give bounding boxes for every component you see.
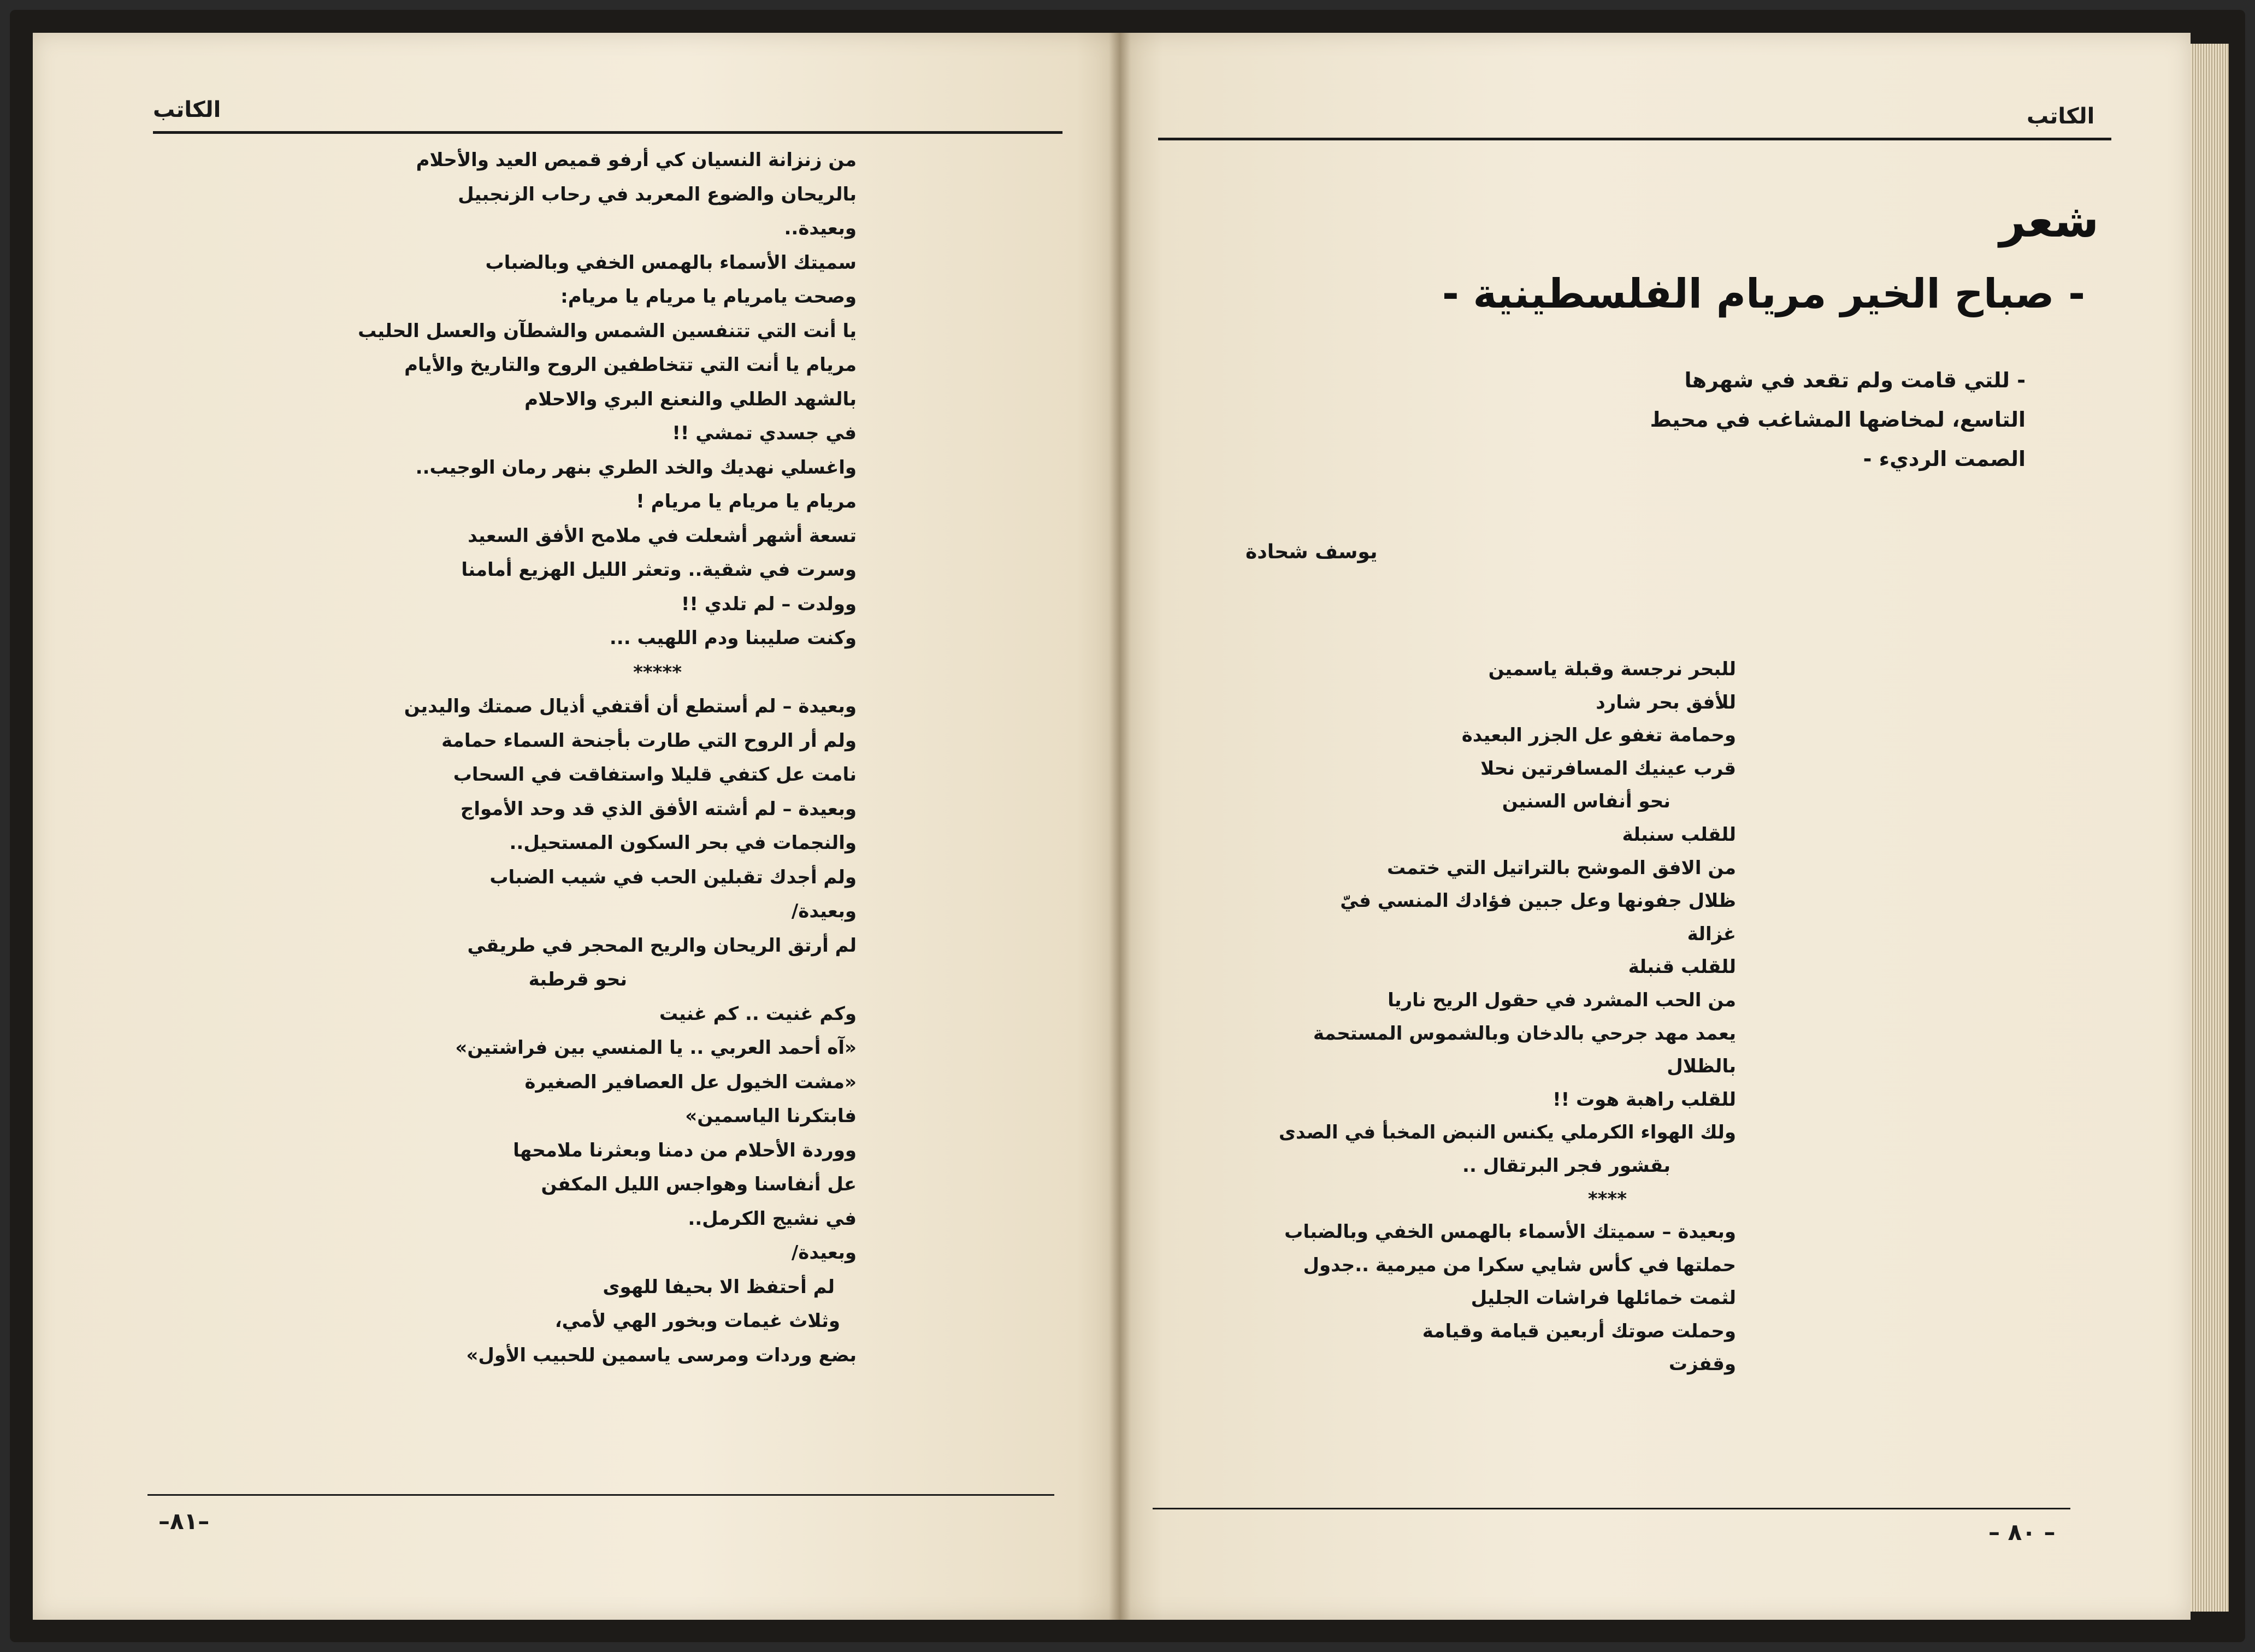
right-page-number: – ٨٠ – [1988, 1519, 2056, 1545]
text-line: للقلب سنبلة [1622, 823, 1736, 846]
text-line: حملتها في كأس شايي سكرا من ميرمية ..جدول [1303, 1254, 1736, 1276]
text-line: وكم غنيت .. كم غنيت [659, 1002, 857, 1025]
right-header-rule [1158, 138, 2111, 140]
text-line: فابتكرنا الياسمين» [685, 1105, 857, 1127]
right-footer-rule [1153, 1508, 2070, 1509]
text-line: وثلاث غيمات وبخور الهي لأمي، [554, 1310, 840, 1332]
text-line: بضع وردات ومرسى ياسمين للحبيب الأول» [466, 1344, 857, 1366]
text-line: في جسدي تمشي !! [672, 422, 857, 444]
text-line: يا أنت التي تتنفسين الشمس والشطآن والعسل الحليب [358, 320, 857, 342]
text-line: للبحر نرجسة وقبلة ياسمين [1488, 658, 1736, 680]
text-line: للأفق بحر شارد [1596, 691, 1736, 713]
text-line: لثمت خمائلها فراشات الجليل [1471, 1287, 1736, 1309]
text-line: ولم أجدك تقبلين الحب في شيب الضباب [489, 866, 857, 888]
text-line: وبعيدة/ [791, 1242, 857, 1264]
text-line: والنجمات في بحر السكون المستحيل.. [509, 832, 857, 854]
text-line: وحمامة تغفو عل الجزر البعيدة [1461, 724, 1736, 747]
dedication-line: التاسع، لمخاضها المشاغب في محيط [1650, 408, 2026, 432]
text-line: وبعيدة – سميتك الأسماء بالهمس الخفي وبالضباب [1284, 1221, 1736, 1243]
text-line: من زنزانة النسيان كي أرفو قميص العيد والأحلام [416, 149, 857, 171]
text-line: نحو أنفاس السنين [1502, 790, 1670, 813]
left-header-rule [153, 131, 1062, 134]
section-label: شعر [1999, 194, 2099, 247]
text-line: وقفزت [1668, 1353, 1736, 1376]
text-line: وكنت صليبنا ودم اللهيب ... [609, 627, 857, 649]
left-page-text [146, 143, 857, 1372]
left-running-head: الكاتب [153, 97, 221, 122]
text-line: يعمد مهد جرحي بالدخان وبالشموس المستحمة [1313, 1022, 1736, 1045]
text-line: ووردة الأحلام من دمنا وبعثرنا ملامحها [513, 1139, 857, 1161]
dedication [1425, 361, 2026, 479]
text-line: «مشت الخيول عل العصافير الصغيرة [524, 1071, 857, 1093]
page-edges [2191, 44, 2229, 1612]
text-line: وبعيدة – لم أستطع أن أقتفي أذيال صمتك واليدين [404, 695, 857, 717]
left-footer-rule [147, 1494, 1054, 1496]
text-line: مريام يا أنت التي تتخاطفين الروح والتاريخ والأيام [404, 354, 857, 376]
poem-title: - صباح الخير مريام الفلسطينية - [1442, 270, 2085, 317]
text-line: ظلال جفونها وعل جبين فؤادك المنسي فيّ [1340, 890, 1736, 912]
text-line: «آه أحمد العربي .. يا المنسي بين فراشتين» [455, 1037, 857, 1059]
text-line: نامت عل كتفي قليلا واستفاقت في السحاب [453, 764, 857, 786]
text-line: مريام يا مريام يا مريام ! [636, 491, 857, 512]
text-line: ولم أر الروح التي طارت بأجنحة السماء حمامة [441, 729, 857, 752]
author-name: يوسف شحادة [1245, 541, 1378, 563]
right-page-poem [1026, 653, 1736, 1381]
text-line: بالريحان والضوع المعربد في رحاب الزنجبيل [458, 183, 857, 205]
left-page-number: –٨١– [158, 1508, 210, 1535]
text-line: وصحت يامريام يا مريام يا مريام: [560, 286, 857, 308]
text-line: غزالة [1687, 923, 1736, 945]
text-line: لم أحتفظ الا بحيفا للهوى [603, 1276, 835, 1298]
text-line: واغسلي نهديك والخد الطري بنهر رمان الوجيب.. [415, 456, 857, 479]
text-line: من الحب المشرد في حقول الريح ناريا [1388, 989, 1736, 1011]
section-separator: **** [1587, 1188, 1627, 1210]
text-line: وبعيدة.. [784, 217, 857, 239]
text-line: نحو قرطبة [528, 969, 627, 990]
text-line: وسرت في شقية.. وتعثر الليل الهزيع أمامنا [461, 559, 857, 581]
right-running-head: الكاتب [2027, 104, 2095, 129]
dedication-line: - للتي قامت ولم تقعد في شهرها [1684, 368, 2026, 392]
text-line: سميتك الأسماء بالهمس الخفي وبالضباب [485, 251, 857, 274]
text-line: من الافق الموشح بالتراتيل التي ختمت [1386, 857, 1736, 879]
text-line: بالظلال [1667, 1055, 1736, 1078]
text-line: عل أنفاسنا وهواجس الليل المكفن [541, 1173, 857, 1195]
section-separator: ***** [633, 661, 682, 683]
dedication-line: الصمت الرديء - [1863, 447, 2026, 471]
text-line: قرب عينيك المسافرتين نحلا [1480, 757, 1736, 780]
text-line: وحملت صوتك أربعين قيامة وقيامة [1422, 1320, 1736, 1342]
text-line: تسعة أشهر أشعلت في ملامح الأفق السعيد [468, 524, 857, 547]
text-line: بالشهد الطلي والنعنع البري والاحلام [524, 388, 857, 410]
text-line: لم أرتق الريحان والريح المحجر في طريقي [467, 934, 857, 957]
text-line: للقلب راهبة هوت !! [1552, 1088, 1736, 1111]
text-line: ولك الهواء الكرملي يكنس النبض المخبأ في الصدى [1278, 1122, 1736, 1144]
text-line: وبعيدة – لم أشته الأفق الذي قد وحد الأمواج [460, 798, 857, 820]
text-line: وبعيدة/ [791, 900, 857, 922]
text-line: بقشور فجر البرتقال .. [1462, 1154, 1670, 1177]
text-line: وولدت – لم تلدي !! [681, 593, 857, 615]
text-line: للقلب قنبلة [1628, 956, 1736, 978]
text-line: في نشيج الكرمل.. [688, 1207, 857, 1230]
